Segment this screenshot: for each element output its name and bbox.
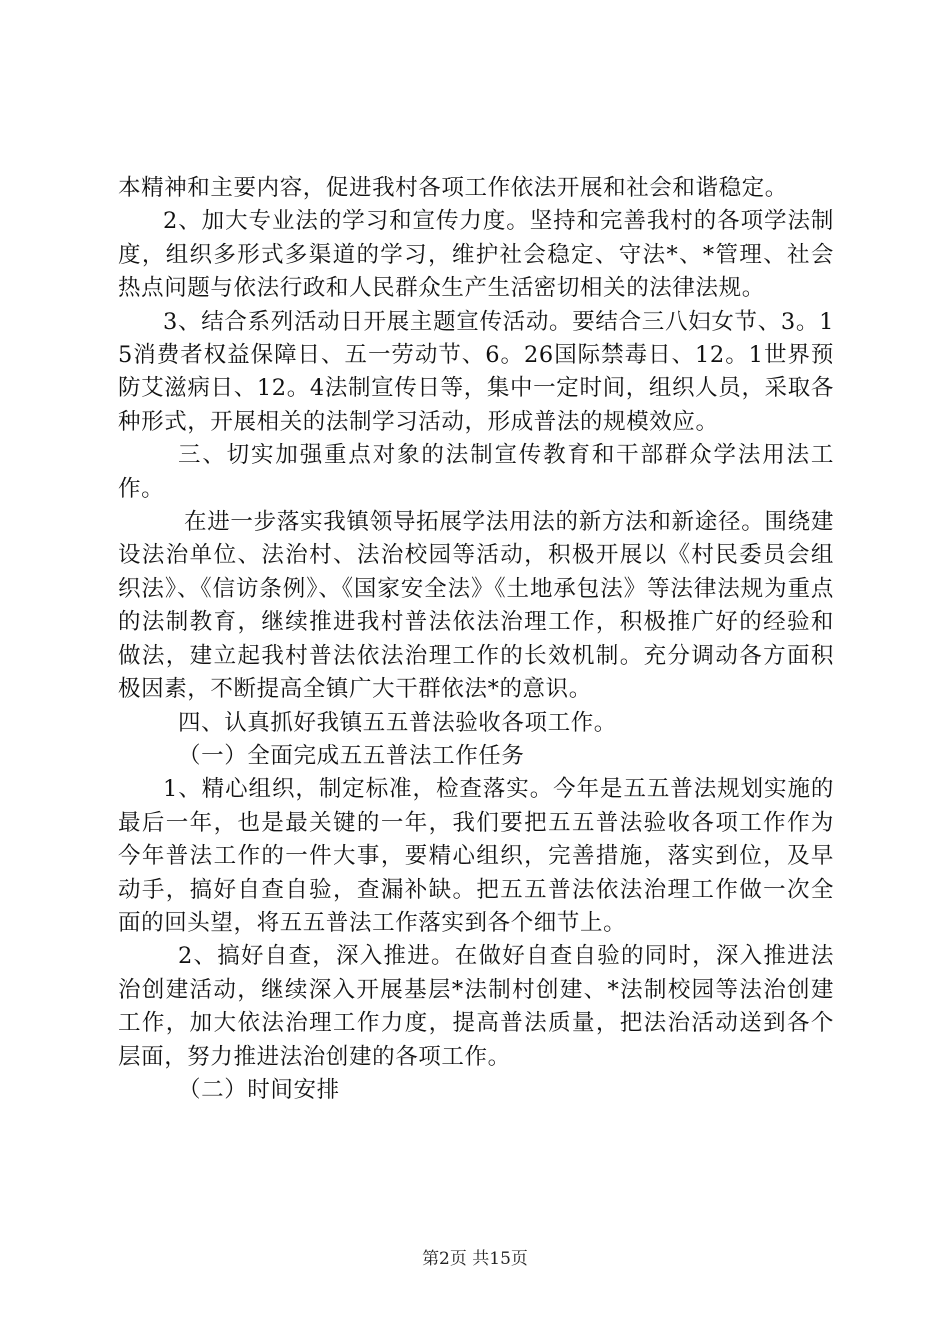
section-heading-3: 三、切实加强重点对象的法制宣传教育和干部群众学法用法工作。: [118, 442, 834, 502]
paragraph-item-3-theme-activities: 3、结合系列活动日开展主题宣传活动。要结合三八妇女节、3。15消费者权益保障日、五一劳动节、6。26国际禁毒日、12。1世界预防艾滋病日、12。4法制宣传日等，集中一定时间，组织人员，采取各种形式，开展相关的法制学习活动，形成普法的规模效应。: [118, 308, 834, 435]
paragraph-section-3-body: 在进一步落实我镇领导拓展学法用法的新方法和新途径。围绕建设法治单位、法治村、法治校园等活动，积极开展以《村民委员会组织法》、《信访条例》、《国家安全法》《土地承包法》等法律法规为重点的法制教育，继续推进我村普法依法治理工作，积极推广好的经验和做法，建立起我村普法依法治理工作的长效机制。充分调动各方面积极因素，不断提高全镇广大干群依法*的意识。: [118, 509, 834, 703]
section-heading-4: 四、认真抓好我镇五五普法验收各项工作。: [178, 709, 617, 736]
paragraph-item-2-law-study: 2、加大专业法的学习和宣传力度。坚持和完善我村的各项学法制度，组织多形式多渠道的学习，维护社会稳定、守法*、*管理、社会热点问题与依法行政和人民群众生产生活密切相关的法律法规。: [118, 208, 834, 302]
paragraph-item-2-self-check: 2、搞好自查，深入推进。在做好自查自验的同时，深入推进法治创建活动，继续深入开展基层*法制村创建、*法制校园等法治创建工作，加大依法治理工作力度，提高普法质量，把法治活动送到各个层面，努力推进法治创建的各项工作。: [118, 943, 834, 1070]
document-body: [118, 172, 834, 1107]
paragraph-continuation: 本精神和主要内容，促进我村各项工作依法开展和社会和谐稳定。: [118, 175, 788, 201]
paragraph-item-1-organize: 1、精心组织，制定标准，检查落实。今年是五五普法规划实施的最后一年，也是最关键的一年，我们要把五五普法验收各项工作作为今年普法工作的一件大事，要精心组织，完善措施，落实到位，及早动手，搞好自查自验，查漏补缺。把五五普法依法治理工作做一次全面的回头望，将五五普法工作落实到各个细节上。: [118, 776, 834, 936]
page-number-footer: 第2页 共15页: [422, 1249, 528, 1269]
subsection-heading-1: （一）全面完成五五普法工作任务: [178, 742, 525, 769]
subsection-heading-2: （二）时间安排: [178, 1076, 340, 1103]
